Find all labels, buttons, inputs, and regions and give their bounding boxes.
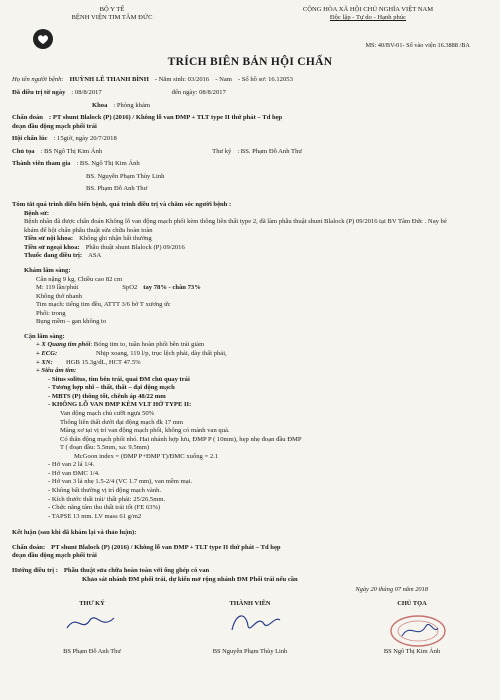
- signature-date: Ngày 20 tháng 07 năm 2018: [355, 586, 428, 594]
- members-row: [12, 160, 488, 169]
- medical-history: Không ghi nhận bất thường: [79, 235, 152, 243]
- treatment-plan-line-2: Khảo sát nhánh ĐM phổi trái, dự kiến mở rộng nhánh ĐM Phổi trái nếu cần: [82, 575, 298, 583]
- form-code: MS: 40/BV-01- Số vào viện 16.3888 /BA: [365, 42, 470, 49]
- labs-heading: Cận lâm sàng:: [24, 332, 65, 340]
- echo-more-4: - Không bất thường vị trí động mạch vành.: [48, 487, 162, 495]
- blood-test-result: HGB 15.3g/dL, HCT 47.5%: [66, 358, 141, 366]
- member-3: BS. Phạm Đỗ Anh Thư: [86, 185, 148, 193]
- member-title: THÀNH VIÊN: [229, 600, 271, 608]
- treatment-from-label: Đã điều trị từ ngày: [12, 88, 66, 96]
- ecg-result: Nhịp xoang, 119 l/p, trục lệch phải, dày thất phải,: [96, 350, 227, 358]
- council-time-label: Hội chẩn lúc: [12, 135, 48, 143]
- page-title: TRÍCH BIÊN BẢN HỘI CHẨN: [167, 56, 333, 69]
- chair-value: : BS Ngô Thị Kim Ánh: [40, 147, 103, 155]
- exam-lungs: Phổi: trong: [36, 309, 66, 317]
- blood-test-row: [12, 359, 488, 368]
- ecg-label: + ECG:: [36, 350, 58, 358]
- echo-detail-6: McGoon index = (ĐMP P+ĐMP T)/ĐMC xuống = 2.1: [74, 452, 219, 460]
- conclusion-diagnosis-line-1: PT shunt Blalock (P) (2016) / Không lỗ van ĐMP + TLT type II thứ phát – Td hẹp: [51, 543, 281, 551]
- member-2: BS. Nguyễn Phạm Thùy Linh: [86, 172, 165, 180]
- echo-more-1: - Hở van 2 lá 1/4.: [48, 461, 95, 469]
- letterhead-right: [248, 6, 488, 22]
- department-row: [12, 102, 488, 111]
- exam-abdomen: Bụng mềm – gan không to: [36, 318, 107, 326]
- echo-detail-2: Thông liên thất dưới đại động mạch đk 17 mm: [60, 418, 183, 426]
- signature-area: [12, 586, 488, 658]
- hospital-stamp-icon: [388, 614, 448, 648]
- blood-test-label: + XN:: [36, 358, 53, 366]
- exam-pulse: M: 119 lần/phút: [36, 284, 79, 292]
- patient-record: - Số hồ sơ: 16.12053: [237, 76, 293, 84]
- conclusion-diagnosis-row: [12, 544, 488, 553]
- chair-name: BS Ngô Thị Kim Ánh: [383, 648, 441, 656]
- secretary-title: THƯ KÝ: [79, 600, 105, 608]
- illness-text: Bệnh nhân đã được chẩn đoán Không lỗ van động mạch phổi kèm thông liên thất type 2, đã làm phẫu thuật shunt Blalock (P) 09/2016 tại BV Tâm Đức . Nay bé khám để hội chẩn phẫu thuật sửa chữa hoàn toàn: [24, 218, 447, 234]
- diagnosis-label: Chẩn đoán: [12, 114, 43, 122]
- member-name: BS Nguyễn Phạm Thùy Linh: [212, 648, 288, 656]
- summary-heading: Tóm tắt quá trình diễn biến bệnh, quá trình điều trị và chăm sóc người bệnh :: [12, 201, 232, 209]
- patient-name: HUỲNH LÊ THANH BÌNH: [69, 76, 149, 84]
- secretary-signature-icon: [62, 608, 122, 636]
- echo-line-2: - Tương hợp nhĩ – thất, thất – đại động mạch: [48, 384, 175, 392]
- ministry-name: BỘ Y TẾ: [99, 6, 125, 13]
- medical-history-row: [12, 235, 488, 244]
- secretary-name: BS Phạm Đỗ Anh Thư: [63, 648, 121, 656]
- secretary-value: : BS. Phạm Đỗ Anh Thư: [237, 147, 302, 155]
- patient-name-label: Họ tên người bệnh:: [12, 76, 64, 84]
- member-signature-icon: [224, 608, 284, 636]
- surgical-history-label: Tiền sử ngoại khoa:: [24, 243, 80, 251]
- treatment-plan-line-1: Phẫu thuật sửa chữa hoàn toàn với ống ghép có van: [63, 566, 210, 574]
- council-time: : 15giờ, ngày 20/7/2018: [53, 135, 117, 143]
- department-label: Khoa: [92, 101, 108, 109]
- echo-more-6: - Chức năng tâm thu thất trái tốt (FE 63%): [48, 504, 161, 512]
- letterhead-left: [12, 6, 212, 51]
- surgical-history: Phẫu thuật shunt Blalock (P) 09/2016: [85, 243, 185, 251]
- members-label: Thành viên tham gia: [12, 160, 71, 168]
- medical-history-label: Tiền sử nội khoa:: [24, 235, 74, 243]
- echo-detail-5: T ( đoạn đầu: 5.5mm, xa: 9.5mm): [60, 444, 150, 452]
- exam-heart: Tim mạch: tiếng tim đều, ATTT 3/6 bờ T xương ức: [36, 301, 171, 309]
- chair-title: CHỦ TỌA: [397, 600, 427, 608]
- hospital-logo-icon: [32, 28, 54, 50]
- xray-row: [12, 341, 488, 350]
- echo-line-3: - MBTS (P) thông tốt, chênh áp 48/22 mm: [48, 392, 166, 400]
- echo-more-5: - Kích thước thất trái/ thất phải: 25/26.5mm.: [48, 495, 166, 503]
- echo-more-2: - Hở van ĐMC 1/4.: [48, 469, 100, 477]
- conclusion-heading: Kết luận (sau khi đã khám lại và thảo luận):: [12, 529, 137, 537]
- echo-detail-3: Màng xơ tại vị trí van động mạch phổi, không có mảnh van quả.: [60, 427, 230, 435]
- echo-line-4: - KHÔNG LỖ VAN ĐMP KÈM VLT HỞ TYPE II:: [48, 401, 192, 409]
- exam-breathing: Không thở nhanh: [36, 292, 82, 300]
- country-name: CỘNG HÒA XÃ HỘI CHỦ NGHĨA VIỆT NAM: [302, 6, 434, 13]
- secretary-label: Thư ký: [212, 147, 232, 155]
- patient-birth: - Năm sinh: 03/2016: [154, 76, 210, 84]
- surgical-history-row: [12, 244, 488, 253]
- xray-result: : Bóng tim to, tuần hoàn phổi bên trái giảm: [90, 341, 205, 349]
- patient-gender: - Nam: [215, 76, 232, 84]
- diagnosis-line-2: đoạn đầu động mạch phổi trái: [12, 122, 97, 130]
- echo-more-7: - TAPSE 13 mm. LV mass 61 g/m2: [48, 512, 142, 520]
- medications-row: [12, 252, 488, 261]
- diagnosis-line-1: : PT shunt Blalock (P) (2016) / Không lỗ van ĐMP + TLT type II thứ phát – Td hẹp: [48, 114, 283, 122]
- exam-vitals-row: [12, 284, 488, 293]
- conclusion-diagnosis-line-2: đoạn đầu động mạch phổi trái: [12, 552, 97, 560]
- xray-label: + X Quang tim phổi: [36, 341, 91, 349]
- hospital-name: BỆNH VIỆN TIM TÂM ĐỨC: [71, 14, 153, 22]
- medications-label: Thuốc đang điều trị:: [24, 252, 83, 260]
- ecg-row: [12, 350, 488, 359]
- department-value: : Phòng khám: [113, 101, 151, 109]
- treatment-plan-label: Hướng điều trị :: [12, 566, 58, 574]
- treatment-dates-row: [12, 89, 488, 98]
- treatment-to-date: đến ngày: 08/8/2017: [171, 88, 226, 96]
- echo-line-1: - Situs solitus, tim bên trái, quai ĐM chủ quay trái: [48, 375, 190, 383]
- chair-label: Chủ tọa: [12, 147, 35, 155]
- chair-row: [12, 148, 488, 157]
- exam-weight-height: Cân nặng 9 kg, Chiều cao 82 cm: [36, 275, 123, 283]
- member-1: : BS. Ngô Thị Kim Ánh: [76, 160, 140, 168]
- echo-label: + Siêu âm tim:: [36, 367, 77, 375]
- treatment-from-date: : 08/8/2017: [71, 88, 102, 96]
- echo-detail-1: Van động mạch chủ cưỡi ngựa 50%: [60, 409, 155, 417]
- illness-label: Bệnh sử:: [24, 209, 50, 217]
- diagnosis-row: [12, 114, 488, 123]
- chair-signature-block: [342, 600, 482, 656]
- exam-spo2-label: SpO2: [122, 284, 138, 292]
- echo-detail-4: Có thân động mạch phổi nhỏ. Hai nhánh hợp lưu, ĐMP P ( 10mm), hẹp nhẹ đoạn đầu ĐMP: [60, 435, 302, 443]
- conclusion-diagnosis-label: Chẩn đoán:: [12, 543, 46, 551]
- exam-spo2-values: tay 78% - chân 73%: [143, 284, 201, 292]
- patient-row: [12, 76, 488, 85]
- council-time-row: [12, 135, 488, 144]
- echo-more-3: - Hở van 3 lá nhẹ 1.5-2/4 (VC 1.7 mm), van mềm mại.: [48, 478, 193, 486]
- treatment-plan-row: [12, 567, 488, 576]
- national-motto: Độc lập - Tự do - Hạnh phúc: [329, 14, 407, 22]
- exam-heading: Khám lâm sàng:: [24, 266, 71, 274]
- medications: ASA: [88, 252, 102, 260]
